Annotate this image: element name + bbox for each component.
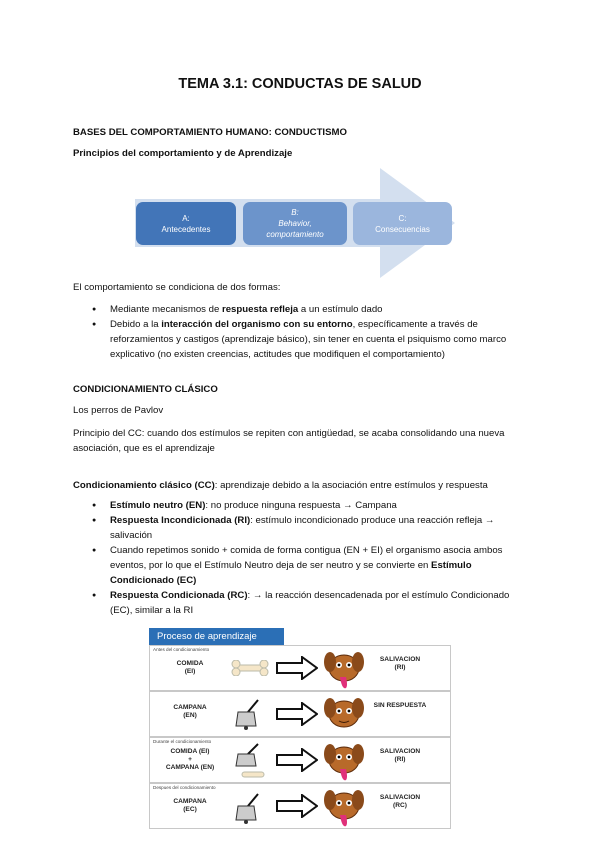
list-item: ● Respuesta Incondicionada (RI): estímulo incondicionado produce una reacción refleja → salivación: [90, 513, 530, 543]
dog-icon: [318, 694, 368, 734]
list-item: ● Estímulo neutro (EN): no produce ninguna respuesta → Campana: [90, 498, 530, 513]
row-label: CAMPANA (EN): [173, 704, 207, 719]
arrow-icon: [276, 748, 318, 772]
section-heading-cc: CONDICIONAMIENTO CLÁSICO: [73, 384, 218, 395]
box-b-label2: comportamiento: [266, 230, 324, 239]
figure-row-before: [149, 645, 451, 691]
cc-items-list: [90, 498, 530, 618]
row-note: Durante el condicionamiento: [153, 739, 212, 744]
page-title: TEMA 3.1: CONDUCTAS DE SALUD: [178, 76, 422, 92]
pavlov-text: Los perros de Pavlov: [73, 405, 164, 416]
row-result: SALIVACION (RC): [379, 794, 421, 809]
row-label: CAMPANA (EC): [173, 798, 207, 813]
list-item: ● Mediante mecanismos de respuesta refleja a un estímulo dado: [90, 302, 530, 317]
arrow-icon: [276, 702, 318, 726]
row-note: Antes del condicionamiento: [153, 647, 210, 652]
intro-text: El comportamiento se condiciona de dos formas:: [73, 282, 281, 293]
figure-row-bell: [149, 691, 451, 737]
figure-header: Proceso de aprendizaje: [149, 628, 284, 646]
box-antecedentes: [136, 202, 236, 245]
row-note: Despues del condicionamiento: [153, 785, 216, 790]
row-result: SALIVACION (RI): [379, 748, 421, 763]
box-b-letter: B:: [291, 208, 299, 217]
row-result: SIN RESPUESTA: [373, 702, 427, 709]
definition-text: Condicionamiento clásico (CC): aprendizaje debido a la asociación entre estímulos y respuesta: [73, 480, 488, 491]
subheading-principios: Principios del comportamiento y de Aprendizaje: [73, 148, 293, 159]
box-a-letter: A:: [182, 213, 190, 223]
arrow-icon: [276, 656, 318, 680]
learning-process-figure: [149, 628, 451, 834]
bell-icon: [230, 792, 270, 826]
bell-icon: [230, 698, 270, 732]
row-result: SALIVACION (RI): [379, 656, 421, 671]
forms-list: [90, 302, 530, 362]
box-consecuencias: [353, 202, 452, 245]
dog-salivating-icon: [318, 786, 368, 830]
box-c-letter: C:: [398, 213, 407, 223]
bone-icon: [230, 660, 270, 676]
list-item: ● Cuando repetimos sonido + comida de forma contigua (EN + EI) el organismo asocia ambos eventos, por lo que el Estímulo Neutro deja de ser neutro y se convierte en Estímulo Condicionado (EC): [90, 543, 530, 588]
bell-bone-icon: [228, 742, 274, 782]
box-a-label: Antecedentes: [161, 224, 211, 234]
list-item: ● Respuesta Condicionada (RC): → la reacción desencadenada por el estímulo Condicionado (EC), similar a la RI: [90, 588, 530, 618]
arrow-icon: [276, 794, 318, 818]
principle-text: Principio del CC: cuando dos estímulos se repiten con antigüedad, se acaba consolidando una nueva asociación, que es el aprendizaje: [73, 428, 505, 454]
section-heading-conductismo: BASES DEL COMPORTAMIENTO HUMANO: CONDUCTISMO: [73, 127, 347, 138]
figure-row-after: [149, 783, 451, 829]
dog-salivating-icon: [318, 648, 368, 692]
figure-row-during: [149, 737, 451, 783]
row-label: COMIDA (EI) + CAMPANA (EN): [165, 748, 215, 771]
list-item: ● Debido a la interacción del organismo con su entorno, específicamente a través de reforzamientos y castigos (aprendizaje básico), sin tener en cuenta el psiquismo como marco explicativo (no existen creencias, actitudes que modifiquen el comportamiento): [90, 317, 530, 362]
box-b-label: Behavior,: [278, 219, 312, 228]
row-label: COMIDA (EI): [176, 660, 204, 675]
box-c-label: Consecuencias: [375, 224, 430, 234]
dog-salivating-icon: [318, 740, 368, 784]
box-behavior: [243, 202, 347, 245]
